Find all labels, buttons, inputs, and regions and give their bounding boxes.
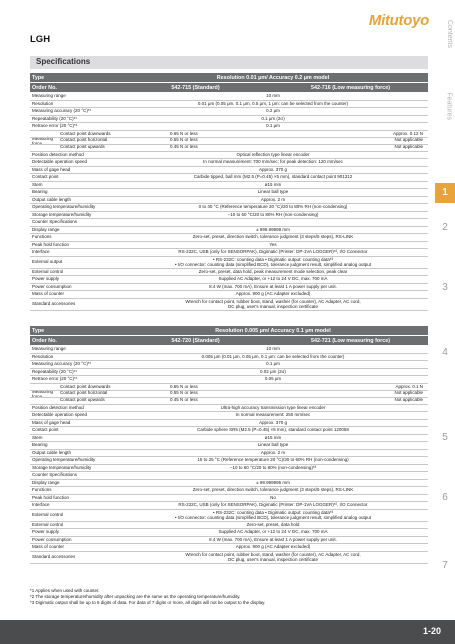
spec-row (30, 234, 428, 242)
spec-row (30, 93, 428, 101)
spec-value-line: • RS-232C: counting data • Digimatic output: counting data*³ (213, 256, 333, 262)
spec-value: Supplied AC Adapter, or +12 to 24 V DC, max. 700 mA (218, 276, 328, 281)
spec-label: External control (32, 268, 64, 274)
force-value-1: 0.45 N or less (170, 396, 198, 402)
footnotes (30, 588, 420, 607)
spec-label: Measuring range (32, 93, 66, 98)
spec-row (30, 427, 428, 435)
order-col-2: 542-716 (Low measuring force) (310, 84, 391, 91)
spec-label: Functions (32, 234, 52, 239)
spec-label: Interface (32, 502, 50, 507)
side-tab-7[interactable]: 7 (442, 560, 448, 571)
spec-label: Storage temperature/humidity (32, 211, 92, 217)
spec-label: Resolution (32, 100, 54, 106)
spec-value: 10 mm (266, 346, 280, 351)
force-group (30, 131, 428, 152)
spec-value: In normal measurement: 250 mm/sec (235, 412, 311, 417)
side-tab-3[interactable]: 3 (442, 282, 448, 293)
spec-value: ± 999.99999 mm (256, 226, 290, 232)
spec-row (30, 450, 428, 458)
spec-label: Power consumption (32, 283, 72, 289)
force-value-2: Not applicable (394, 137, 423, 143)
force-sub-label: Contact point horizontal (60, 390, 108, 396)
spec-row (30, 182, 428, 190)
spec-row (30, 227, 428, 235)
order-col-1: 542-715 (Standard) (171, 84, 220, 91)
spec-row (30, 159, 428, 167)
spec-row (30, 369, 428, 377)
order-col-1: 542-720 (Standard) (171, 337, 220, 344)
spec-row (30, 405, 428, 413)
page-title: LGH (30, 34, 51, 45)
side-label-features[interactable]: Features (446, 92, 453, 120)
spec-row (30, 108, 428, 116)
spec-value: 15 to 25 °C (Reference temperature 20 °C)/30 to 60% RH (non-condensing) (197, 457, 349, 462)
spec-label: Output cable length (32, 196, 72, 202)
spec-value: 8.4 W (max. 700 mA), Ensure at least 1 A power supply per unit. (209, 536, 337, 542)
spec-label: Detectable operation speed (32, 412, 88, 417)
spec-value: Linear ball type (257, 442, 289, 447)
spec-label: Standard accessories (32, 301, 76, 306)
force-value-1: 0.55 N or less (170, 390, 198, 396)
spec-label: Retrace error (20 °C)*¹ (32, 123, 78, 128)
spec-row (30, 276, 428, 284)
spec-label: Peak hold function (32, 494, 70, 500)
spec-label: Standard accessories (32, 554, 76, 559)
spec-row (30, 544, 428, 552)
spec-label: Interface (32, 249, 50, 254)
spec-value: −10 to 60 °C/20 to 80% (non-condensing)*³ (229, 464, 317, 470)
force-sub-label: Contact point upwards (60, 396, 105, 402)
spec-label: Measuring accuracy (20 °C)*¹ (32, 108, 92, 113)
type-value: Resolution 0.01 μm/ Accuracy 0.2 μm model (216, 74, 330, 81)
spec-value: Yes (269, 241, 277, 247)
spec-table-2 (30, 326, 428, 564)
spec-value: 0.02 μm (2σ) (260, 368, 286, 374)
spec-value: Zero-set, preset, data hold, peak measurement mode selection, peak clear (198, 268, 348, 274)
spec-value: Approx. 370 g (258, 166, 288, 172)
spec-row (30, 537, 428, 545)
section-title: Specifications (36, 57, 91, 66)
spec-label: Stem (32, 434, 43, 440)
spec-label: Power consumption (32, 536, 72, 542)
spec-label: Display range (32, 479, 60, 485)
spec-row (30, 361, 428, 369)
spec-label: Contact point (32, 427, 59, 432)
spec-row (30, 284, 428, 292)
spec-value: −10 to 60 °C/20 to 80% RH (non-condensing) (227, 211, 319, 217)
spec-label: Mass of counter (32, 291, 65, 296)
spec-row (30, 346, 428, 354)
spec-value: 0 to 40 °C (Reference temperature 20 °C)/20 to 80% RH (non-condensing) (198, 204, 348, 209)
force-value-2: Approx. 0.12 N (392, 130, 423, 136)
spec-label: Mass of gage head (32, 166, 71, 172)
spec-row (30, 529, 428, 537)
spec-label: Stem (32, 181, 43, 187)
force-row (30, 144, 428, 151)
side-nav (435, 19, 455, 588)
spec-row (30, 412, 428, 420)
spec-value: 0.1 μm (2σ) (261, 115, 285, 121)
spec-value: Carbide tipped, ball mm (M2.5 (P=0.45) ×5 mm), standard contact point 901312 (193, 174, 353, 179)
side-tab-6[interactable]: 6 (442, 492, 448, 503)
spec-label: Repeatability (20 °C)*¹ (32, 368, 77, 374)
spec-value: ± 99.999995 mm (256, 479, 290, 485)
spec-label: Display range (32, 226, 60, 232)
spec-value: 0.01 μm (0.05 μm, 0.1 μm, 0.5 μm, 1 μm: can be selected from the counter) (197, 100, 349, 106)
spec-value: Approx. 2 m (260, 196, 286, 202)
force-value-1: 0.65 N or less (170, 383, 198, 389)
force-sub-label: Contact point upwards (60, 143, 105, 149)
spec-label: Output cable length (32, 449, 72, 455)
force-sub-label: Contact point downwards (60, 383, 111, 389)
spec-value: Approx. 900 g (AC Adapter excluded) (235, 291, 311, 296)
force-value-2: Not applicable (394, 396, 423, 402)
spec-table-1 (30, 73, 428, 311)
order-header (30, 336, 428, 346)
spec-value: Zero-set, preset, direction switch, tolerance judgment (3 steps/5 steps), RS-LINK (192, 234, 354, 239)
spec-label: Repeatability (20 °C)*¹ (32, 115, 77, 121)
spec-row (30, 442, 428, 450)
spec-value-line: DC plug, user's manual, inspection certificate (228, 303, 318, 309)
spec-row (30, 204, 428, 212)
spec-label: Counter Specifications (32, 219, 78, 224)
spec-value: 0.05 μm (264, 376, 282, 381)
side-tab-4[interactable]: 4 (442, 347, 448, 358)
spec-value: RS-232C, USB (only for SENSORPAK), Digimatic (Printer: DP-1VA LOGGER)*², I/O Connector (178, 502, 368, 507)
spec-value: No (270, 494, 276, 500)
force-value-2: Not applicable (394, 390, 423, 396)
spec-row (30, 189, 428, 197)
spec-label: Mass of gage head (32, 419, 71, 425)
spec-row (30, 487, 428, 495)
spec-row (30, 269, 428, 277)
spec-row (30, 465, 428, 473)
order-label: Order No. (32, 84, 57, 91)
spec-row (30, 457, 428, 465)
spec-row (30, 480, 428, 488)
force-group (30, 384, 428, 405)
spec-value: Linear ball type (257, 189, 289, 194)
spec-label: Bearing (32, 442, 48, 447)
force-value-2: Not applicable (394, 143, 423, 149)
spec-row (30, 522, 428, 530)
footnote: *3 Digimatic output shall be up to 6 digits of data. For data of 7 digits or more, all digits will not be output to the display. (30, 600, 266, 606)
spec-value-line: • RS-232C: counting data • Digimatic output: counting data*³ (213, 509, 333, 515)
force-value-1: 0.65 N or less (170, 130, 198, 136)
order-header (30, 83, 428, 93)
spec-label: Measuring accuracy (20 °C)*¹ (32, 361, 92, 366)
spec-value-line: Wrench for contact point, rubber boot, stand, washer (for counter), AC Adapter, AC cord, (185, 298, 361, 304)
spec-value: 0.1 μm (266, 123, 280, 128)
spec-label: Storage temperature/humidity (32, 464, 92, 470)
spec-value-line: • I/O connector: counting data (simplified BCD), tolerance judgment result, simplified analog output (175, 261, 371, 267)
spec-row (30, 101, 428, 109)
spec-value: 0.005 μm (0.01 μm, 0.05 μm, 0.1 μm: can be selected from the counter) (201, 353, 345, 359)
spec-value: 10 mm (266, 93, 280, 98)
type-label: Type (32, 327, 45, 334)
force-value-2: Approx. 0.1 N (395, 383, 423, 389)
spec-row (30, 219, 428, 227)
spec-label: External control (32, 521, 64, 527)
spec-row (30, 502, 428, 510)
spec-label: Detectable operation speed (32, 159, 88, 164)
external-output-row (30, 257, 428, 269)
spec-value: In normal measurement: 700 mm/sec; for peak detection: 120 mm/sec (203, 159, 343, 164)
spec-row (30, 420, 428, 428)
spec-label: Functions (32, 487, 52, 492)
spec-row (30, 472, 428, 480)
spec-value (118, 552, 428, 563)
type-header (30, 73, 428, 83)
spec-row (30, 291, 428, 299)
spec-value (118, 299, 428, 310)
spec-row (30, 116, 428, 124)
accessories-row (30, 299, 428, 311)
spec-label: Counter Specifications (32, 472, 78, 477)
side-label-contents[interactable]: Contents (446, 19, 453, 48)
spec-label: Position detection method (32, 404, 84, 410)
spec-value: Approx. 370 g (258, 419, 288, 425)
spec-label: External output (32, 259, 63, 264)
side-tab-5[interactable]: 5 (442, 432, 448, 443)
spec-row (30, 197, 428, 205)
spec-label: Power supply (32, 529, 60, 534)
spec-row (30, 167, 428, 175)
brand-logo: Mitutoyo (368, 12, 429, 29)
order-col-2: 542-721 (Low measuring force) (310, 337, 391, 344)
type-header (30, 326, 428, 336)
force-sub-label: Contact point downwards (60, 130, 111, 136)
spec-value: Supplied AC Adapter, or +12 to 24 V DC, max. 700 mA (218, 529, 328, 534)
spec-label: Power supply (32, 276, 60, 281)
spec-row (30, 249, 428, 257)
type-value: Resolution 0.005 μm/ Accuracy 0.1 μm model (215, 327, 331, 334)
spec-label: Bearing (32, 189, 48, 194)
spec-row (30, 123, 428, 131)
spec-label: External control (32, 512, 64, 517)
spec-row (30, 354, 428, 362)
spec-label: Contact point (32, 174, 59, 179)
spec-row (30, 212, 428, 220)
order-label: Order No. (32, 337, 57, 344)
spec-label: Mass of counter (32, 544, 65, 549)
spec-value: ø15 mm (264, 434, 282, 440)
spec-value: Carbide sphere SR5 (M2.5 (P=0.45) ×5 mm), standard contact point 120058 (197, 427, 349, 432)
force-value-1: 0.55 N or less (170, 137, 198, 143)
spec-value (118, 257, 428, 268)
spec-row (30, 495, 428, 503)
spec-label: Position detection method (32, 151, 84, 157)
spec-row (30, 152, 428, 160)
spec-label: Resolution (32, 353, 54, 359)
force-label: Measuring force (32, 135, 54, 146)
page-number: 1-20 (422, 626, 441, 636)
spec-value-line: Wrench for contact point, rubber boot, stand, washer (for counter), AC Adapter, AC cord, (185, 551, 361, 557)
external-output-row (30, 510, 428, 522)
spec-value: 0.1 μm (266, 361, 280, 366)
spec-value (118, 510, 428, 521)
spec-row (30, 435, 428, 443)
section-header (30, 56, 428, 69)
spec-label: Measuring range (32, 346, 66, 351)
side-tab-1[interactable]: 1 (435, 183, 455, 203)
spec-row (30, 376, 428, 384)
side-tab-2[interactable]: 2 (442, 222, 448, 233)
spec-value: RS-232C, USB (only for SENSORPAK), Digimatic (Printer: DP-1VA LOGGER)*², I/O Connector (178, 249, 368, 254)
spec-row (30, 242, 428, 250)
footnote: *2 The storage temperature/humidity after unpacking are the same as the operating temperature/humidity. (30, 594, 241, 600)
spec-value: Ultra-high accuracy transmission type linear encoder (220, 404, 326, 410)
spec-value: Approx. 2 m (260, 449, 286, 455)
spec-label: Operating temperature/humidity (32, 457, 96, 462)
footnote: *1 Applies when used with counter. (30, 588, 100, 593)
spec-value: Optical reflection type linear encoder (236, 151, 310, 157)
spec-row (30, 174, 428, 182)
spec-value: Zero-set, preset, direction switch, tolerance judgment (3 steps/5 steps), RS-LINK (192, 487, 354, 492)
page-footer (0, 620, 455, 644)
spec-value-line: • I/O connector: counting data (simplified BCD), tolerance judgment result, simplified analog output (175, 514, 371, 520)
spec-value: ø15 mm (264, 181, 282, 187)
accessories-row (30, 552, 428, 564)
spec-value: 8.4 W (max. 700 mA), Ensure at least 1 A power supply per unit. (209, 283, 337, 289)
force-value-1: 0.45 N or less (170, 143, 198, 149)
type-label: Type (32, 74, 45, 81)
force-row (30, 397, 428, 404)
spec-value-line: DC plug, user's manual, inspection certificate (228, 556, 318, 562)
spec-label: Operating temperature/humidity (32, 204, 96, 209)
spec-label: Peak hold function (32, 241, 70, 247)
spec-label: Retrace error (20 °C)*¹ (32, 376, 78, 381)
force-sub-label: Contact point horizontal (60, 137, 108, 143)
spec-value: 0.2 μm (266, 108, 280, 113)
spec-value: Zero-set, preset, data hold (246, 521, 300, 527)
spec-value: Approx. 900 g (AC Adapter excluded) (235, 544, 311, 549)
force-label: Measuring force (32, 388, 54, 399)
